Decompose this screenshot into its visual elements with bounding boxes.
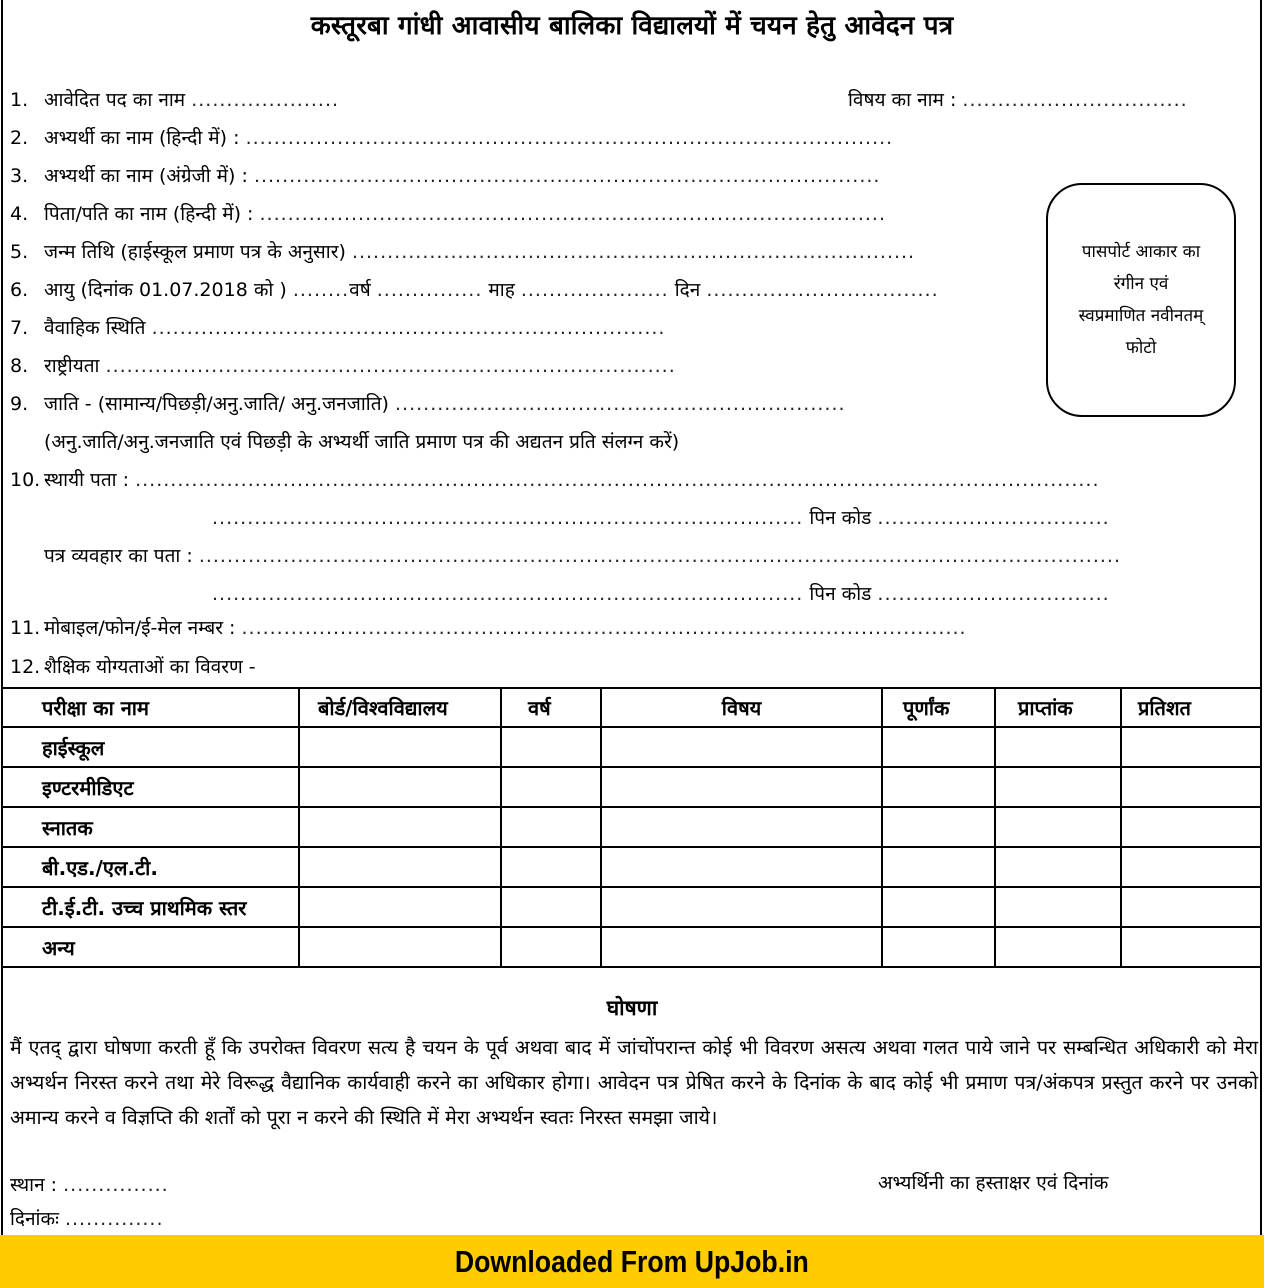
table-cell[interactable] — [1121, 847, 1260, 887]
table-cell[interactable] — [1121, 807, 1260, 847]
table-row — [2, 927, 1260, 967]
col-percentage: प्रतिशत — [1121, 688, 1260, 727]
table-cell[interactable] — [299, 887, 501, 927]
post-name-blank[interactable]: ..................... — [191, 89, 340, 111]
place-blank[interactable]: ............... — [63, 1174, 169, 1196]
date-blank[interactable]: .............. — [64, 1208, 164, 1230]
field-marital-status: 7. वैवाहिक स्थिति ......................................................................... — [10, 317, 666, 339]
table-cell[interactable] — [882, 847, 995, 887]
table-cell[interactable] — [601, 727, 882, 767]
row-label: अन्य — [2, 927, 299, 967]
table-cell[interactable] — [299, 847, 501, 887]
row-label: टी.ई.टी. उच्च प्राथमिक स्तर — [2, 887, 299, 927]
table-cell[interactable] — [299, 927, 501, 967]
col-max-marks: पूर्णांक — [882, 688, 995, 727]
field-post-name: 1. आवेदित पद का नाम ..................... — [10, 89, 340, 111]
table-cell[interactable] — [501, 847, 601, 887]
field-correspondence-address-line2: .................................................................................... पिन कोड ................................. — [212, 583, 1110, 605]
table-cell[interactable] — [501, 807, 601, 847]
field-name-hindi: 2. अभ्यर्थी का नाम (हिन्दी में) : ............................................................................................ — [10, 127, 894, 149]
col-board: बोर्ड/विश्वविद्यालय — [299, 688, 501, 727]
correspondence-pincode-blank[interactable]: ................................. — [877, 583, 1110, 605]
contact-blank[interactable]: ....................................................................................................... — [241, 617, 967, 639]
field-education-heading: 12. शैक्षिक योग्यताओं का विवरण - — [10, 656, 256, 678]
table-cell[interactable] — [1121, 727, 1260, 767]
table-cell[interactable] — [299, 727, 501, 767]
table-cell[interactable] — [882, 767, 995, 807]
table-row — [2, 727, 1260, 767]
table-cell[interactable] — [601, 847, 882, 887]
nationality-blank[interactable]: ................................................................................. — [105, 355, 676, 377]
download-footer-text: Downloaded From UpJob.in — [455, 1243, 809, 1279]
col-exam-name: परीक्षा का नाम — [2, 688, 299, 727]
row-label: इण्टरमीडिएट — [2, 767, 299, 807]
photo-line: पासपोर्ट आकार का — [1081, 242, 1201, 262]
table-row — [2, 767, 1260, 807]
table-cell[interactable] — [299, 767, 501, 807]
photo-line: फोटो — [1125, 338, 1157, 358]
father-name-blank[interactable]: ......................................................................................... — [259, 203, 887, 225]
table-cell[interactable] — [1121, 767, 1260, 807]
table-cell[interactable] — [501, 887, 601, 927]
table-row — [2, 807, 1260, 847]
table-row — [2, 847, 1260, 887]
table-cell[interactable] — [995, 927, 1121, 967]
table-cell[interactable] — [995, 887, 1121, 927]
dob-blank[interactable]: ................................................................................ — [351, 241, 916, 263]
field-dob: 5. जन्म तिथि (हाईस्कूल प्रमाण पत्र के अनुसार) ................................................................................ — [10, 241, 916, 263]
field-subject-name: विषय का नाम : ................................ — [848, 89, 1188, 111]
correspondence-address-blank[interactable]: ................................................................................................................................... — [198, 545, 1121, 567]
field-permanent-address: 10. स्थायी पता : ......................................................................................................................................... — [10, 469, 1100, 491]
table-cell[interactable] — [501, 767, 601, 807]
place-field: स्थान : ............... — [10, 1174, 169, 1196]
row-label: हाईस्कूल — [2, 727, 299, 767]
field-permanent-address-line2: .................................................................................... पिन कोड ................................. — [212, 507, 1110, 529]
table-cell[interactable] — [882, 887, 995, 927]
permanent-address-line2-blank[interactable]: .................................................................................... — [212, 507, 804, 529]
table-cell[interactable] — [995, 767, 1121, 807]
col-obtained-marks: प्राप्तांक — [995, 688, 1121, 727]
marital-status-blank[interactable]: ......................................................................... — [151, 317, 666, 339]
field-father-name: 4. पिता/पति का नाम (हिन्दी में) : ......................................................................................... — [10, 203, 887, 225]
table-cell[interactable] — [1121, 927, 1260, 967]
field-nationality: 8. राष्ट्रीयता ................................................................................. — [10, 355, 676, 377]
permanent-pincode-blank[interactable]: ................................. — [877, 507, 1110, 529]
row-label: बी.एड./एल.टी. — [2, 847, 299, 887]
table-cell[interactable] — [995, 847, 1121, 887]
declaration-text: मैं एतद् द्वारा घोषणा करती हूँ कि उपरोक्त विवरण सत्य है चयन के पूर्व अथवा बाद में जांचोंपरान्त कोई भी विवरण असत्य अथवा गलत पाये जाने पर सम्बन्धित अधिकारी को मेरा अभ्यर्थन निरस्त करने तथा मेरे विरूद्ध वैद्यानिक कार्यवाही करने का अधिकार होगा। आवेदन पत्र प्रेषित करने के दिनांक के बाद कोई भी प्रमाण पत्र/अंकपत्र प्रस्तुत करने पर उनको अमान्य करने व विज्ञप्ति की शर्तों को पूरा न करने की स्थिति में मेरा अभ्यर्थन स्वतः निरस्त समझा जाये। — [10, 1036, 1258, 1129]
table-cell[interactable] — [501, 727, 601, 767]
name-english-blank[interactable]: ......................................................................................... — [253, 165, 881, 187]
field-caste: 9. जाति - (सामान्य/पिछड़ी/अनु.जाति/ अनु.जनजाति) ................................................................ — [10, 393, 846, 415]
field-correspondence-address: पत्र व्यवहार का पता : ................................................................................................................................... — [44, 545, 1121, 567]
table-cell[interactable] — [501, 927, 601, 967]
table-cell[interactable] — [1121, 887, 1260, 927]
signature-label: अभ्यर्थिनी का हस्ताक्षर एवं दिनांक — [878, 1172, 1109, 1194]
table-cell[interactable] — [601, 927, 882, 967]
age-years-blank[interactable]: ........ — [292, 279, 350, 301]
field-name-english: 3. अभ्यर्थी का नाम (अंग्रेजी में) : ......................................................................................... — [10, 165, 881, 187]
subject-name-blank[interactable]: ................................ — [962, 89, 1188, 111]
age-days-value-blank[interactable]: ................................. — [706, 279, 939, 301]
table-cell[interactable] — [995, 807, 1121, 847]
col-subject: विषय — [601, 688, 882, 727]
photo-line: स्वप्रमाणित नवीनतम् — [1078, 306, 1204, 326]
table-cell[interactable] — [299, 807, 501, 847]
date-field: दिनांकः .............. — [10, 1208, 164, 1230]
declaration-title: घोषणा — [606, 996, 658, 1020]
age-days-blank[interactable]: ..................... — [520, 279, 669, 301]
table-cell[interactable] — [882, 807, 995, 847]
col-year: वर्ष — [501, 688, 601, 727]
photo-box[interactable] — [1046, 183, 1236, 417]
table-cell[interactable] — [995, 727, 1121, 767]
table-row — [2, 887, 1260, 927]
correspondence-address-line2-blank[interactable]: .................................................................................... — [212, 583, 804, 605]
download-footer-band — [0, 1235, 1264, 1288]
frame-left-border — [1, 0, 3, 1235]
caste-blank[interactable]: ................................................................ — [395, 393, 846, 415]
age-months-blank[interactable]: ............... — [376, 279, 483, 301]
table-cell[interactable] — [882, 927, 995, 967]
frame-right-border — [1260, 0, 1262, 1235]
row-label: स्नातक — [2, 807, 299, 847]
caste-note: (अनु.जाति/अनु.जनजाति एवं पिछड़ी के अभ्यर्थी जाति प्रमाण पत्र की अद्यतन प्रति संलग्न करें) — [44, 431, 680, 453]
table-cell[interactable] — [601, 887, 882, 927]
form-title: कस्तूरबा गांधी आवासीय बालिका विद्यालयों में चयन हेतु आवेदन पत्र — [310, 11, 954, 41]
field-contact: 11. मोबाइल/फोन/ई-मेल नम्बर : ....................................................................................................... — [10, 617, 967, 639]
name-hindi-blank[interactable]: ............................................................................................ — [245, 127, 894, 149]
photo-line: रंगीन एवं — [1113, 274, 1169, 294]
permanent-address-blank[interactable]: ......................................................................................................................................... — [135, 469, 1100, 491]
table-header-row — [2, 688, 1260, 727]
table-cell[interactable] — [601, 807, 882, 847]
education-table — [2, 687, 1260, 968]
field-age: 6. आयु (दिनांक 01.07.2018 को ) ........वर्ष ............... माह ..................... दिन ................................. — [10, 279, 939, 301]
table-cell[interactable] — [882, 727, 995, 767]
table-cell[interactable] — [601, 767, 882, 807]
